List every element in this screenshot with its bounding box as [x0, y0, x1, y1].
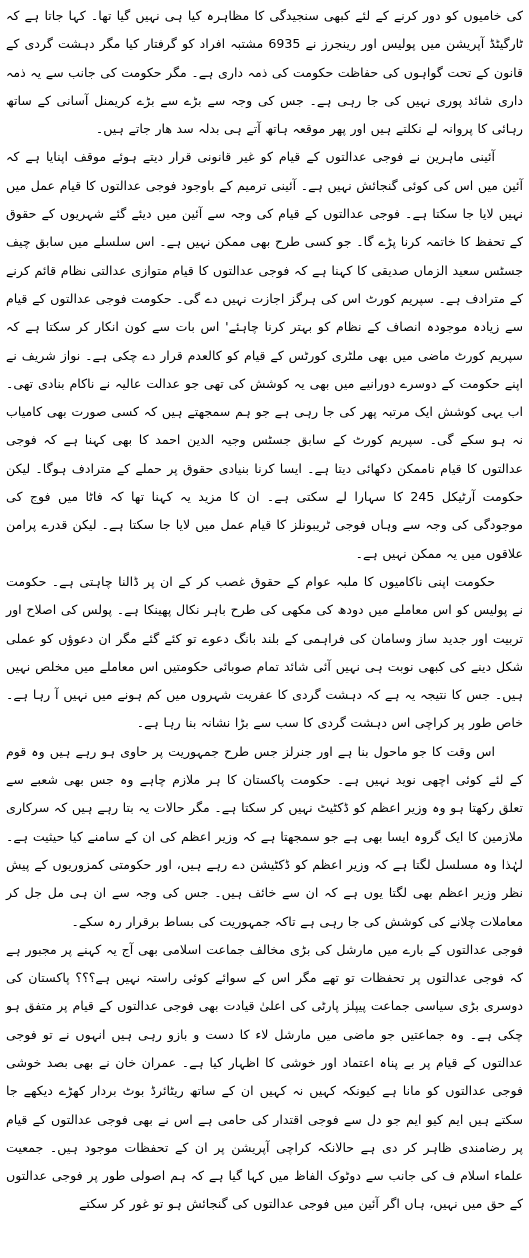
paragraph-5: فوجی عدالتوں کے بارے میں مارشل کی بڑی مخالف جماعت اسلامی بھی آج یہ کہنے پر مجبور ہے کہ فوجی عدالتوں پر تحفظات تو تھے مگر اس کے سوائے کوئی راستہ نہیں ہے؟؟؟ پاکستان کی دوسری بڑی سیاسی جماعت پیپلز پارٹی کی اعلیٰ قیادت بھی فوجی عدالتوں کے قیام پر متفق ہو چکی ہے۔ وہ جماعتیں جو ماضی میں مارشل لاء کا دست و بازو رہی ہیں انہوں نے تو فوجی عدالتوں کے قیام پر بے پناہ اعتماد اور خوشی کا اظہار کیا ہے۔ عمران خان نے بھی بصد خوشی فوجی عدالتوں کو مانا ہے کیونکہ کہیں نہ کہیں ان کے ساتھ ریٹائرڈ بوٹ بردار کھڑے دیکھے جا سکتے ہیں ایم کیو ایم جو دل سے فوجی اقتدار کی حامی ہے اس نے بھی فوجی عدالتوں کے قیام پر رضامندی ظاہر کر دی ہے حالانکہ کراچی آپریشن پر ان کے تحفظات موجود ہیں۔ جمعیت علماء اسلام ف کی جانب سے دوٹوک الفاظ میں کہا گیا ہے کہ ہم اصولی طور پر فوجی عدالتوں کے حق میں نہیں، ہاں اگر آئین میں فوجی عدالتوں کی گنجائش ہو تو غور کر سکتے [6, 941, 523, 1212]
paragraph-2: آئینی ماہرین نے فوجی عدالتوں کے قیام کو غیر قانونی قرار دیتے ہوئے موقف اپنایا ہے کہ آئین میں اس کی کوئی گنجائش نہیں ہے۔ آئینی ترمیم کے باوجود فوجی عدالتوں کا قیام عمل میں نہیں لایا جا سکتا ہے۔ فوجی عدالتوں کے قیام کی وجہ سے آئین میں دیئے گئے شہریوں کے حقوق کے تحفظ کا خاتمہ کرنا پڑے گا۔ جو کسی طرح بھی ممکن نہیں ہے۔ اس سلسلے میں سابق چیف جسٹس سعید الزماں صدیقی کا کہنا ہے کہ فوجی عدالتوں کا قیام متوازی عدالتی نظام قائم کرنے کے مترادف ہے۔ سپریم کورٹ اس کی ہرگز اجازت نہیں دے گی۔ حکومت فوجی عدالتوں کے قیام سے زیادہ موجودہ انصاف کے نظام کو بہتر کرنا چاہئے' اس بات سے کون انکار کر سکتا ہے کہ سپریم کورٹ ماضی میں بھی ملٹری کورٹس کے قیام کو کالعدم قرار دے چکی ہے۔ نواز شریف نے اپنے حکومت کے دوسرے دورانیے میں بھی یہ کوشش کی تھی جو عدالت عالیہ نے ناکام بنادی تھی۔ اب یہی کوشش ایک مرتبہ پھر کی جا رہی ہے جو ہم سمجھتے ہیں کہ کسی صورت بھی کامیاب نہ ہو سکے گی۔ سپریم کورٹ کے سابق جسٹس وجیہ الدین احمد کا بھی کہنا ہے کہ فوجی عدالتوں کا قیام ناممکن دکھائی دیتا ہے۔ ایسا کرنا بنیادی حقوق پر حملے کے مترادف ہوگا۔ لیکن حکومت آرٹیکل 245 کا سہارا لے سکتی ہے۔ ان کا مزید یہ کہنا تھا کہ فاٹا میں فوج کی موجودگی کی وجہ سے وہاں فوجی ٹریبونلز کا قیام عمل میں لایا جا سکتا ہے۔ لیکن قدرے پرامن علاقوں میں یہ ممکن نہیں ہے۔ [6, 149, 523, 561]
paragraph-3: حکومت اپنی ناکامیوں کا ملبہ عوام کے حقوق غصب کر کے ان پر ڈالنا چاہتی ہے۔ حکومت نے پولیس کو اس معاملے میں دودھ کی مکھی کی طرح باہر نکال پھینکا ہے۔ پولس کی اصلاح اور تربیت اور جدید ساز وسامان کی فراہمی کے بلند بانگ دعوے تو کئے گئے مگر ان دعوؤں کو عملی شکل دینے کی کبھی نوبت ہی نہیں آئی شائد تمام صوبائی حکومتیں اس معاملے میں مخلص نہیں ہیں۔ جس کا نتیجہ یہ ہے کہ دہشت گردی کا عفریت شہروں میں کم ہونے میں نہیں آ رہا ہے۔ خاص طور پر کراچی اس دہشت گردی کا سب سے بڑا نشانہ بنا رہا ہے۔ [6, 573, 523, 731]
paragraph-4: اس وقت کا جو ماحول بنا ہے اور جنرلز جس طرح جمہوریت پر حاوی ہو رہے ہیں وہ قوم کے لئے کوئی اچھی نوید نہیں ہے۔ حکومت پاکستان کا ہر ملازم چاہے وہ جس بھی شعبے سے تعلق رکھتا ہو وہ وزیر اعظم کو ڈکٹیٹ نہیں کر سکتا ہے۔ مگر حالات یہ بتا رہے ہیں کہ سرکاری ملازمین کا ایک گروہ ایسا بھی ہے جو سمجھتا ہے کہ وزیر اعظم کی ان کے سامنے کیا حیثیت ہے۔ لہٰذا وہ مسلسل لگتا ہے کہ وزیر اعظم کو ڈکٹیشن دے رہے ہیں، اور حکومتی کمزوریوں کے پیش نظر وزیر اعظم بھی لگتا یوں ہے کہ ان سے خائف ہیں۔ جس کی وجہ سے ان ہی مل جل کر معاملات چلانے کی کوشش کی جا رہی ہے تاکہ جمہوریت کی بساط برقرار رہ سکے۔ [6, 743, 523, 929]
paragraph-1: کی خامیوں کو دور کرنے کے لئے کبھی سنجیدگی کا مظاہرہ کیا ہی نہیں گیا تھا۔ کہا جاتا ہے کہ ٹارگیٹڈ آپریشن میں پولیس اور رینجرز نے 6935 مشتبہ افراد کو گرفتار کیا مگر دہشت گردی کے قانون کے تحت گواہوں کی حفاظت حکومت کی ذمہ داری ہے۔ مگر حکومت کی جانب سے یہ ذمہ داری شائد پوری نہیں کی جا رہی ہے۔ جس کی وجہ سے بڑے سے بڑے کریمنل آسانی کے ساتھ رہائی کا پروانہ لے نکلتے ہیں اور پھر موقعہ ہاتھ آتے ہی بدلہ سد ھار جاتے ہیں۔ [6, 8, 523, 137]
